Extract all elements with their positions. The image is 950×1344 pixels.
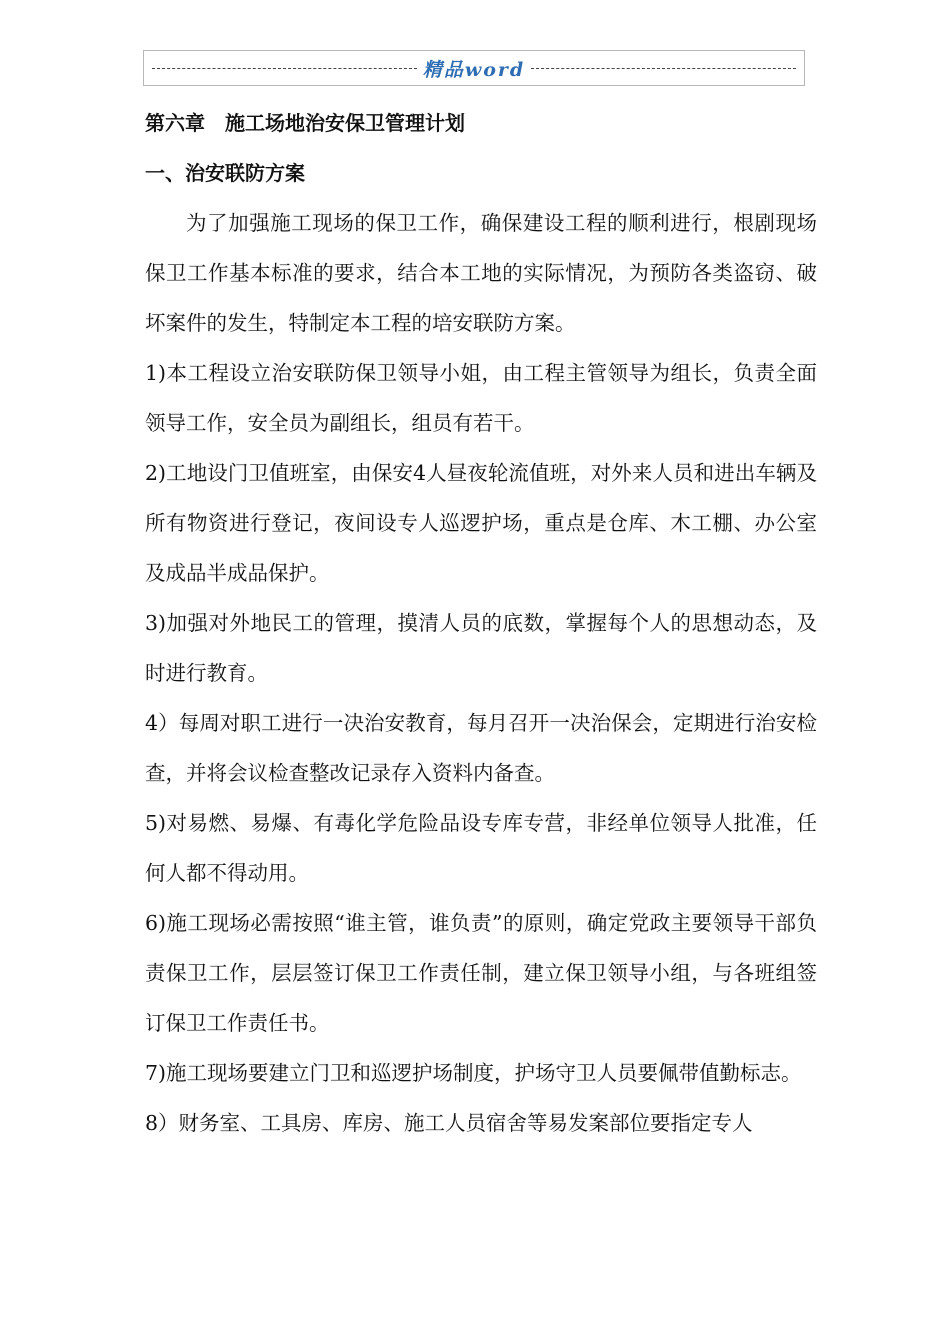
list-item-4: 4）每周对职工进行一决治安教育，每月召开一决治保会，定期进行治安检查，并将会议检查整改记录存入资料内备查。	[145, 711, 817, 785]
list-item-8: 8）财务室、工具房、库房、施工人员宿舍等易发案部位要指定专人	[145, 1111, 753, 1135]
list-item-2: 2)工地设门卫值班室，由保安4人昼夜轮流值班，对外来人员和进出车辆及所有物资进行登记，夜间设专人巡逻护场，重点是仓库、木工棚、办公室及成品半成品保护。	[145, 461, 817, 585]
page-header	[143, 50, 805, 86]
header-brand: 精品word	[422, 58, 526, 81]
document-body	[145, 98, 817, 1148]
list-item-7: 7)施工现场要建立门卫和巡逻护场制度，护场守卫人员要佩带值勤标志。	[145, 1061, 802, 1085]
intro-paragraph: 为了加强施工现场的保卫工作，确保建设工程的顺利进行，根剧现场保卫工作基本标准的要求，结合本工地的实际情况，为预防各类盗窃、破坏案件的发生，特制定本工程的培安联防方案。	[145, 211, 817, 335]
list-item-5: 5)对易燃、易爆、有毒化学危险品设专库专营，非经单位领导人批准，任何人都不得动用。	[145, 811, 817, 885]
list-item-6: 6)施工现场必需按照“谁主管，谁负责”的原则，确定党政主要领导干部负责保卫工作，层层签订保卫工作责任制，建立保卫领导小组，与各班组签订保卫工作责任书。	[145, 911, 817, 1035]
list-item-3: 3)加强对外地民工的管理，摸清人员的底数，掌握每个人的思想动态，及时进行教育。	[145, 611, 817, 685]
header-dashed-line-left	[152, 68, 417, 69]
list-item-1: 1)本工程设立治安联防保卫领导小姐，由工程主管领导为组长，负责全面领导工作，安全员为副组长，组员有若干。	[145, 361, 817, 435]
chapter-title: 第六章 施工场地治安保卫管理计划	[145, 111, 465, 135]
section-title: 一、治安联防方案	[145, 161, 305, 185]
header-dashed-line-right	[531, 68, 796, 69]
